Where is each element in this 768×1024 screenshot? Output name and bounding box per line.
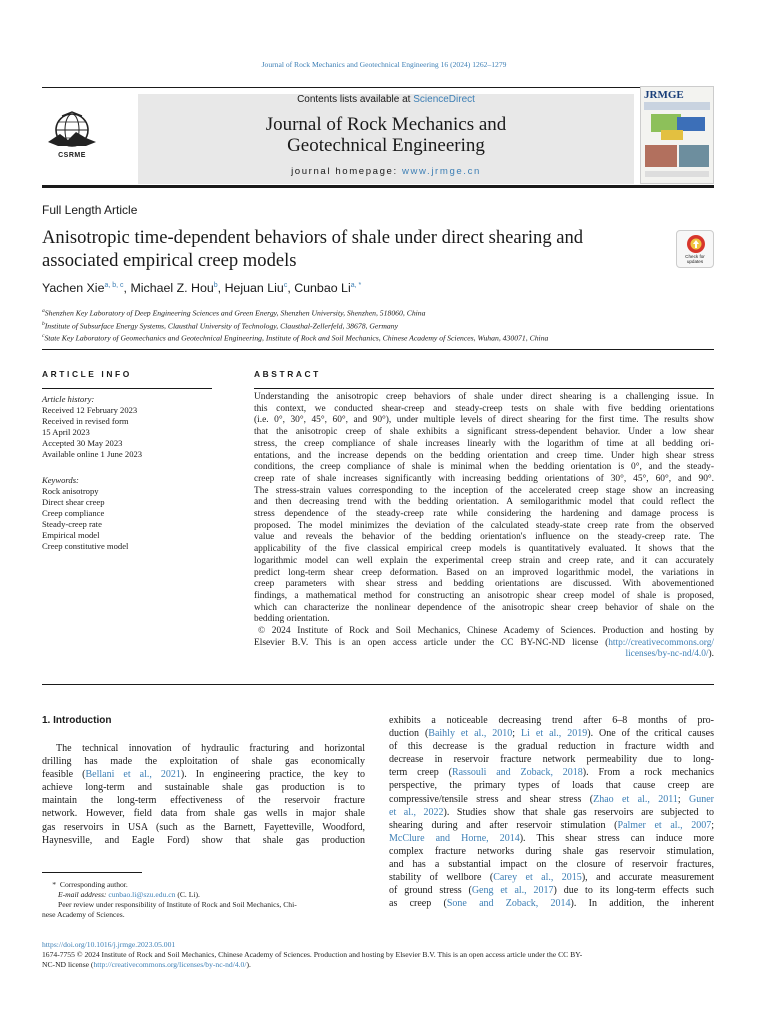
contents-line — [138, 94, 634, 106]
footer-license-line-2 — [42, 960, 251, 970]
abstract-line: value and reveals the behavior of the bedding orientation's influence on the steady-creep rate. The — [254, 532, 714, 543]
citation-link[interactable]: Geng et al., 2017 — [471, 885, 554, 897]
intro-right-column — [389, 714, 714, 910]
intro-text: of ground stress ( — [389, 885, 472, 897]
history-entry: Received 12 February 2023 — [42, 405, 138, 416]
footnotes — [42, 880, 365, 920]
author-separator: , — [123, 281, 131, 295]
intro-line — [389, 884, 714, 897]
abstract-line: creep parameters with shear stress and bedding orientations are discussed. With abovementioned — [254, 579, 714, 590]
abstract-line: Understanding the anisotropic creep behaviors of shale under direct shearing is a challenging issue. In — [254, 392, 714, 402]
journal-citation[interactable]: Journal of Rock Mechanics and Geotechnical Engineering 16 (2024) 1262–1279 — [261, 60, 507, 69]
intro-line — [389, 806, 714, 819]
intro-line — [389, 858, 714, 871]
cover-strip — [644, 102, 710, 110]
journal-cover — [640, 86, 714, 184]
abstract-line: bedding orientation. — [254, 614, 330, 625]
history-label: Article history: — [42, 394, 95, 404]
keyword: Steady-creep rate — [42, 518, 102, 529]
affiliation-text: Shenzhen Key Laboratory of Deep Engineering Sciences and Green Energy, Shenzhen University, Shenzhen, 518060, China — [44, 308, 426, 318]
intro-line — [389, 766, 714, 779]
doi-link[interactable]: https://doi.org/10.1016/j.jrmge.2023.05.001 — [42, 940, 176, 949]
intro-line — [42, 768, 365, 781]
citation-link[interactable]: Baihly et al., 2010 — [428, 728, 513, 740]
abstract-line: conditions, the creep compliance of shale is minimal when the bedding orientation is 0°, and the steady- — [254, 462, 714, 473]
intro-line — [389, 793, 714, 806]
corresponding-author-label: Corresponding author. — [59, 880, 128, 889]
intro-text: perspective, the primary types of loads that cause creep are — [389, 780, 714, 792]
affiliations — [42, 306, 548, 344]
peer-review-line-1: Peer review under responsibility of Institute of Rock and Soil Mechanics, Chi- — [58, 900, 297, 909]
intro-line — [42, 807, 365, 820]
abstract-body — [254, 392, 714, 661]
copyright-end: ). — [708, 649, 714, 660]
author-name[interactable]: Cunbao Li — [294, 281, 351, 295]
affiliation-mark: a — [42, 308, 45, 314]
intro-text: ). In addition, the inherent — [570, 898, 714, 910]
history-entry: Available online 1 June 2023 — [42, 449, 143, 460]
csrme-logo — [42, 108, 102, 164]
affiliation-mark: b — [42, 320, 45, 327]
intro-text: The technical innovation of hydraulic fracturing and horizontal — [56, 743, 365, 754]
article-title — [42, 226, 583, 272]
author-separator: , — [217, 281, 225, 295]
affiliation-text: State Key Laboratory of Geomechanics and Geotechnical Engineering, Institute of Rock and Soil Mechanics, Chinese Academy of Sciences, Wuhan, 430071, China — [44, 333, 549, 343]
affiliation-line — [42, 319, 548, 332]
keyword: Creep constitutive model — [42, 541, 129, 552]
intro-line — [389, 832, 714, 845]
affiliations-rule — [42, 349, 714, 350]
abstract-line: predict long-term shear creep deformation. Based on an improved logarithmic model, the variations in — [254, 567, 714, 578]
keywords-label: Keywords: — [42, 474, 79, 485]
article-info — [42, 394, 142, 552]
abstract-line: applicability of the five classical empirical creep models is quantitatively evaluated. It shows that the — [254, 544, 714, 555]
intro-text: ; — [512, 728, 522, 740]
citation-link[interactable]: Sone and Zoback, 2014 — [446, 898, 571, 910]
abstract-line: logarithmic model can well explain the experimental creep strain and creep rate, and it can accurately — [254, 555, 714, 566]
contents-prefix: Contents lists available at — [297, 94, 414, 105]
license-link[interactable]: http://creativecommons.org/ — [608, 637, 714, 648]
citation-link[interactable]: Rassouli and Zoback, 2018 — [451, 767, 583, 779]
article-type: Full Length Article — [42, 203, 138, 217]
intro-text: stability of wellbore ( — [389, 872, 494, 884]
intro-text: feasible ( — [42, 769, 86, 781]
journal-banner — [138, 94, 634, 184]
abstract-copyright-line-2 — [254, 638, 714, 650]
intro-text: as creep ( — [389, 898, 447, 910]
intro-text: complex fracture networks during shale gas reservoir stimulation, — [389, 845, 714, 857]
intro-text: ), and accurate measurement — [581, 872, 714, 884]
email-link[interactable]: cunbao.li@szu.edu.cn — [108, 890, 176, 899]
citation-link[interactable]: et al., 2022 — [389, 806, 444, 818]
abstract-line: that the anisotropic creep of shale exhibits a significant stress-dependent behavior. Under a low shear — [254, 427, 714, 438]
intro-text: Haynesville, and Eagle Ford) show that shale gas production — [42, 834, 365, 846]
intro-text: gas reservoirs in USA (such as the Barnett, Fayetteville, Woodford, — [42, 821, 365, 833]
footer-license-line-1: 1674-7755 © 2024 Institute of Rock and Soil Mechanics, Chinese Academy of Sciences. Production and hosting by Elsevier B.V. This is an open access article under the CC BY- — [42, 950, 583, 959]
intro-text: drilling has made the exploitation of shale gas economically — [42, 756, 365, 768]
keyword: Direct shear creep — [42, 496, 105, 507]
affiliation-mark: c — [42, 333, 45, 340]
intro-line — [42, 742, 365, 755]
abstract-line: which can characterize the nonlinear dependence of the anisotropic shear creep behavior of shale on the — [254, 602, 714, 613]
author-affiliation-marks[interactable]: c — [283, 281, 288, 289]
intro-text: ; — [711, 819, 715, 831]
cover-photo-right — [679, 145, 709, 167]
citation-link[interactable]: Zhao et al., 2011 — [593, 793, 678, 805]
copyright-text: Elsevier B.V. This is an open access article under the CC BY-NC-ND license ( — [254, 637, 609, 648]
citation-link[interactable]: Guner — [689, 793, 715, 805]
history-entry: Accepted 30 May 2023 — [42, 438, 123, 449]
intro-text: shearing during and after reservoir stimulation ( — [389, 819, 618, 831]
affiliation-line — [42, 331, 548, 344]
journal-title-line-2: Geotechnical Engineering — [287, 135, 485, 156]
email-footnote — [42, 890, 365, 900]
intro-line — [389, 819, 714, 832]
keyword: Rock anisotropy — [42, 485, 99, 496]
footer-license-link[interactable]: http://creativecommons.org/licenses/by-nc-nd/4.0/ — [93, 960, 247, 969]
license-link-cont[interactable]: licenses/by-nc-nd/4.0/ — [625, 649, 709, 660]
intro-left-column — [42, 742, 365, 847]
keyword: Creep compliance — [42, 507, 105, 518]
abstract-line: this context, we conducted shear-creep and steady-creep tests on shale with five bedding orientations — [254, 403, 714, 414]
intro-line — [42, 794, 365, 807]
cover-photo-left — [645, 145, 677, 167]
intro-line — [389, 714, 714, 727]
sciencedirect-link[interactable]: ScienceDirect — [413, 94, 475, 105]
citation-link[interactable]: Carey et al., 2015 — [493, 872, 582, 884]
homepage-line — [138, 166, 634, 177]
intro-line — [389, 897, 714, 910]
citation-link[interactable]: Palmer et al., 2007 — [617, 819, 712, 831]
footnote-star: * — [52, 880, 56, 889]
email-suffix: (C. Li). — [175, 890, 200, 899]
intro-line — [42, 781, 365, 794]
author-separator: , — [287, 281, 295, 295]
intro-heading: 1. Introduction — [42, 715, 112, 726]
abstract-copyright-line-3 — [254, 649, 714, 661]
intro-text: term creep ( — [389, 767, 452, 779]
author-list — [42, 281, 361, 295]
intro-text: ; — [677, 793, 690, 805]
citation-link[interactable]: Bellani et al., 2021 — [85, 769, 181, 781]
abstract-line: (i.e. 0°, 30°, 45°, 60°, and 90°), under multiple levels of direct shearing for the first time. The results show — [254, 415, 714, 426]
footer-license-prefix: NC-ND license ( — [42, 960, 94, 969]
author-name[interactable]: Hejuan Liu — [224, 281, 284, 295]
cover-footer — [645, 171, 709, 177]
check-updates-icon — [686, 234, 706, 254]
intro-text: ). From a rock mechanics — [582, 767, 714, 779]
author-name[interactable]: Yachen Xie — [42, 281, 105, 295]
intro-line — [389, 727, 714, 740]
intro-text: exhibits a noticeable decreasing trend after 6–8 months of pro- — [389, 715, 714, 726]
intro-line — [389, 845, 714, 858]
logo-text: CSRME — [58, 152, 86, 159]
article-info-heading: ARTICLE INFO — [42, 369, 132, 379]
journal-title-line-1: Journal of Rock Mechanics and — [265, 114, 507, 135]
history-entry: 15 April 2023 — [42, 427, 90, 438]
intro-text: ). This shear stress can induce more — [519, 832, 715, 844]
intro-text: ). In engineering practice, the key to — [180, 769, 365, 781]
article-info-rule — [42, 388, 212, 389]
abstract-heading: ABSTRACT — [254, 369, 321, 379]
cover-title: JRMGE — [644, 89, 684, 101]
citation-link[interactable]: Li et al., 2019 — [521, 728, 588, 740]
keyword: Empirical model — [42, 530, 100, 541]
intro-text: and has a substantial impact on the closure of reservoir fractures, — [389, 859, 714, 871]
article-title-line-2: associated empirical creep models — [42, 250, 297, 271]
intro-text: decrease in reservoir fracture network permeability due to long- — [389, 754, 714, 766]
intro-text: duction ( — [389, 728, 429, 740]
footnote-rule — [42, 872, 142, 873]
abstract-line: creep rate of shale increases significantly with increasing bedding orientations of 30°, 45°, 60°, and 90°. — [254, 473, 714, 484]
cover-graphic-yellow — [661, 130, 683, 140]
abstract-line: and then decreasing trend with the bedding orientation. A semilogarithmic model that could reflect the — [254, 497, 714, 508]
intro-line — [389, 779, 714, 792]
affiliation-line — [42, 306, 548, 319]
homepage-link[interactable]: www.jrmge.cn — [402, 166, 481, 177]
abstract-line: proposed. The model minimizes the deviation of the calculated steady-state creep rate from the observed — [254, 520, 714, 531]
author-affiliation-marks[interactable]: b — [213, 281, 218, 289]
intro-text: of this decrease is the gradual reduction in fracture width and — [389, 741, 714, 753]
intro-text: ). One of the critical causes — [587, 728, 714, 740]
citation-link[interactable]: McClure and Horne, 2014 — [389, 832, 520, 844]
history-entry: Received in revised form — [42, 416, 129, 427]
header-thick-rule — [42, 185, 714, 188]
check-updates-label: Check for updates — [685, 254, 705, 264]
intro-line — [42, 821, 365, 834]
article-title-line-1: Anisotropic time-dependent behaviors of shale under direct shearing and — [42, 227, 584, 248]
intro-text: network. However, field data from shale gas wells in major shale — [42, 808, 365, 820]
abstract-bottom-rule — [42, 684, 714, 685]
email-label: E-mail address: — [58, 890, 109, 899]
intro-text: compressive/tensile stress and shear stress ( — [389, 793, 594, 805]
intro-line — [389, 740, 714, 753]
intro-line — [42, 834, 365, 847]
abstract-copyright-line-1: © 2024 Institute of Rock and Soil Mechanics, Chinese Academy of Sciences. Production and hosting by — [258, 626, 714, 637]
intro-text: ) due to its long-term effects such — [553, 885, 714, 897]
author-affiliation-marks[interactable]: a, * — [350, 281, 362, 289]
abstract-rule — [254, 388, 714, 389]
abstract-line: entations, and the increase depends on the bedding orientation and creep time. Under high shear stress — [254, 450, 714, 461]
intro-line — [389, 871, 714, 884]
header-top-rule — [42, 87, 714, 88]
peer-review-line-2: nese Academy of Sciences. — [42, 910, 125, 919]
affiliation-text: Institute of Subsurface Energy Systems, Clausthal University of Technology, Clausthal-Zellerfeld, 38678, Germany — [44, 321, 398, 331]
intro-text: maintain the long-term effectiveness of the reservoir fracture — [42, 795, 365, 807]
abstract-line: stress dependence of the steady-creep rate while considering the hardening and damage process is — [254, 509, 714, 520]
abstract-line: stress, the creep compliance of shale increases linearly with the logarithm of time at all bedding ori- — [254, 438, 714, 449]
abstract-line: The stress-strain values corresponding to the inception of the accelerated creep stage show an increasing — [254, 485, 714, 496]
homepage-prefix: journal homepage: — [291, 166, 402, 177]
corresponding-footnote — [42, 880, 365, 890]
check-for-updates-button[interactable] — [676, 230, 714, 268]
footer-license-suffix: ). — [246, 960, 251, 969]
intro-text: achieve long-term and sustainable shale gas production is to — [42, 782, 365, 794]
author-name[interactable]: Michael Z. Hou — [130, 281, 214, 295]
intro-line — [389, 753, 714, 766]
author-affiliation-marks[interactable]: a, b, c — [104, 281, 124, 289]
intro-line — [42, 755, 365, 768]
cover-graphic-blue — [677, 117, 705, 131]
abstract-line: findings, a mathematical method for constructing an anisotropic shear creep model of shale is proposed, — [254, 590, 714, 601]
intro-text: ). Studies show that shale gas reservoirs are subjected to — [443, 806, 714, 818]
